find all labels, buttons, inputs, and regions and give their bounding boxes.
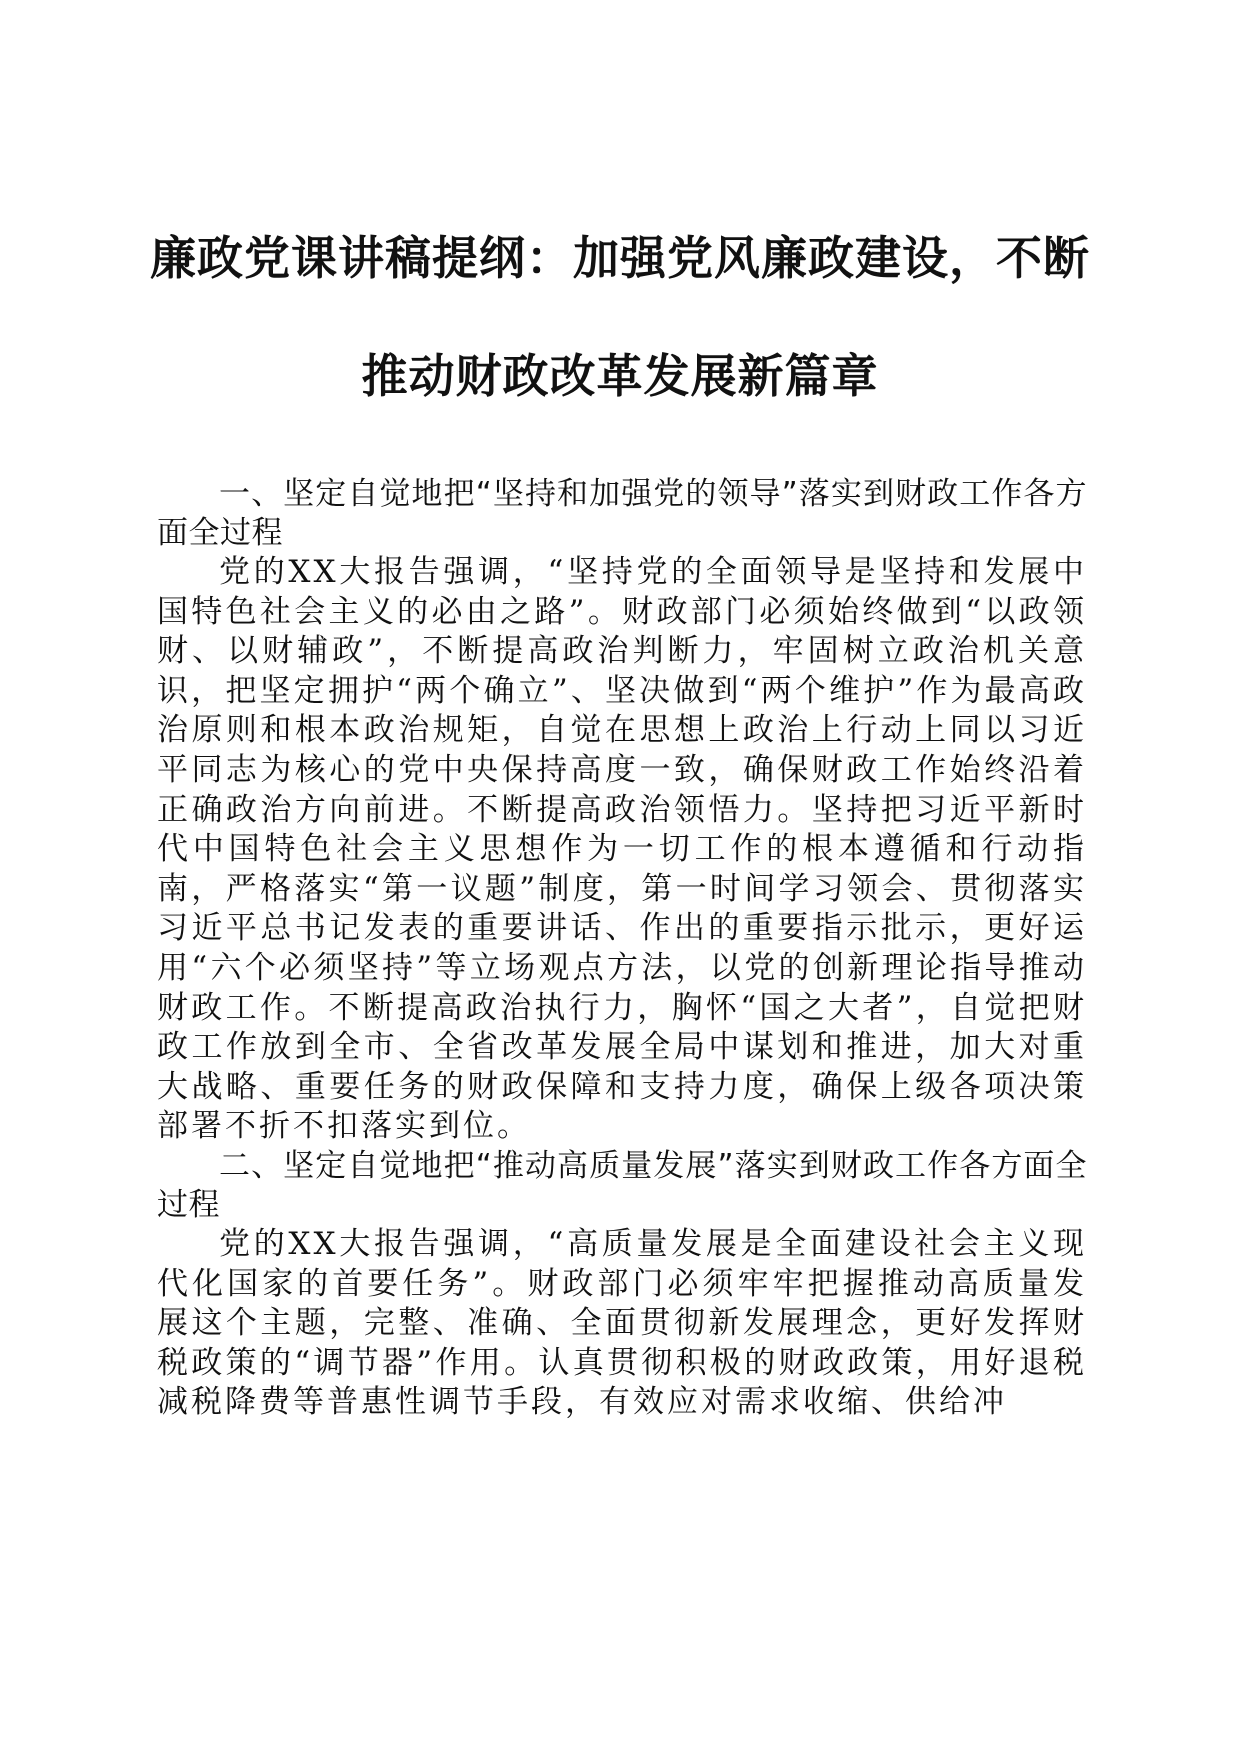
section-1-heading: 一、坚定自觉地把“坚持和加强党的领导”落实到财政工作各方面全过程 <box>157 476 1087 551</box>
section-2-heading: 二、坚定自觉地把“推动高质量发展”落实到财政工作各方面全过程 <box>157 1147 1087 1223</box>
section-2-paragraph: 党的XX大报告强调，“高质量发展是全面建设社会主义现代化国家的首要任务”。财政部门必须牢牢把握推动高质量发展这个主题，完整、准确、全面贯彻新发展理念，更好发挥财税政策的“调节器”作用。认真贯彻积极的财政政策，用好退税减税降费等普惠性调节手段，有效应对需求收缩、供给冲 <box>157 1225 1087 1421</box>
document-title-line-2: 推动财政改革发展新篇章 <box>361 349 879 403</box>
section-1-paragraph: 党的XX大报告强调，“坚持党的全面领导是坚持和发展中国特色社会主义的必由之路”。财政部门必须始终做到“以政领财、以财辅政”，不断提高政治判断力，牢固树立政治机关意识，把坚定拥护“两个确立”、坚决做到“两个维护”作为最高政治原则和根本政治规矩，自觉在思想上政治上行动上同以习近平同志为核心的党中央保持高度一致，确保财政工作始终沿着正确政治方向前进。不断提高政治领悟力。坚持把习近平新时代中国特色社会主义思想作为一切工作的根本遵循和行动指南，严格落实“第一议题”制度，第一时间学习领会、贯彻落实习近平总书记发表的重要讲话、作出的重要指示批示，更好运用“六个必须坚持”等立场观点方法，以党的创新理论指导推动财政工作。不断提高政治执行力，胸怀“国之大者”，自觉把财政工作放到全市、全省改革发展全局中谋划和推进，加大对重大战略、重要任务的财政保障和支持力度，确保上级各项决策部署不折不扣落实到位。 <box>157 554 1087 1145</box>
document-body <box>157 475 1087 1423</box>
document-title-line-1: 廉政党课讲稿提纲：加强党风廉政建设，不断 <box>150 231 1090 285</box>
